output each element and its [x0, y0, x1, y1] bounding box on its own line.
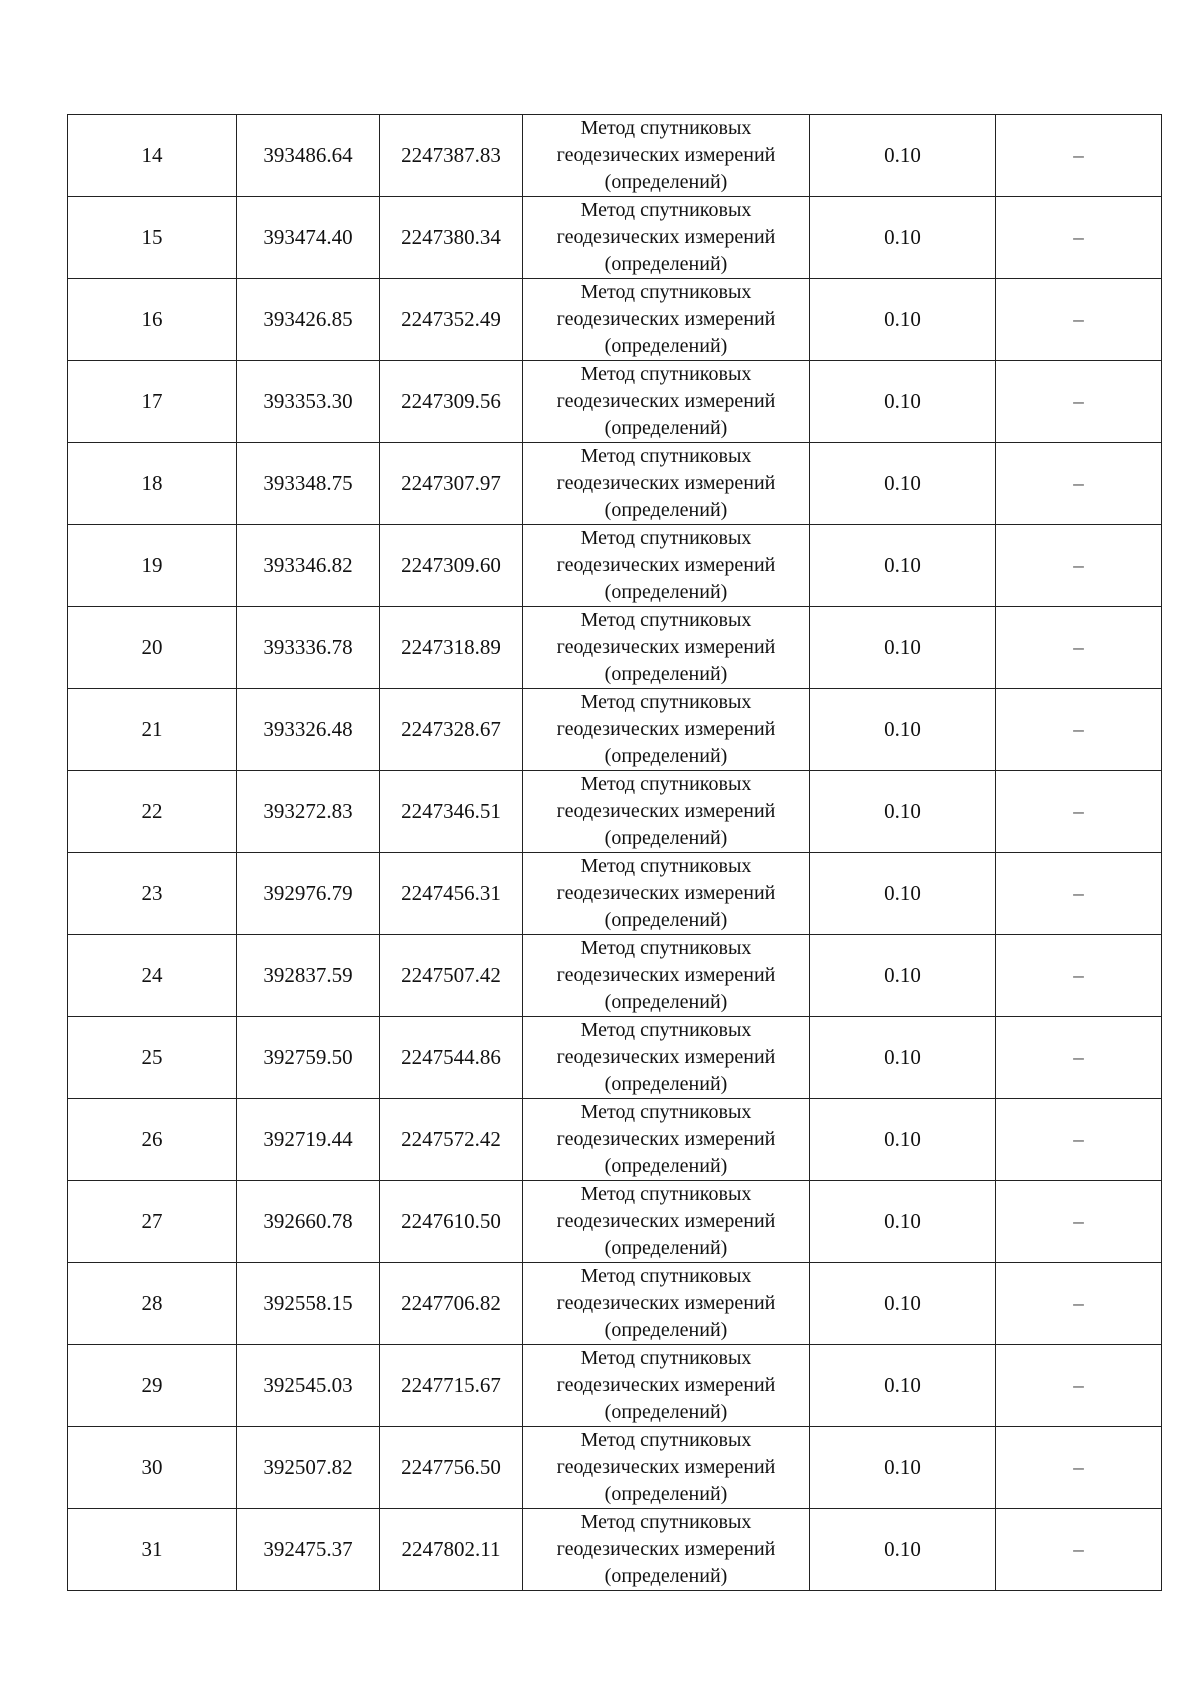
note-cell-text: – [1073, 963, 1084, 987]
note-cell-text: – [1073, 1455, 1084, 1479]
point-number-cell [68, 935, 237, 1017]
method-cell-text: Метод спутниковых геодезических измерений (определений) [556, 445, 776, 521]
coordinate-y-cell [380, 1181, 523, 1263]
table-row [68, 1509, 1162, 1591]
accuracy-cell-text: 0.10 [884, 471, 921, 495]
method-cell [523, 197, 810, 279]
note-cell-text: – [1073, 389, 1084, 413]
coordinate-x-cell [237, 197, 380, 279]
accuracy-cell [810, 1509, 996, 1591]
coordinate-y-cell [380, 443, 523, 525]
coordinate-x-cell [237, 1509, 380, 1591]
method-cell-text: Метод спутниковых геодезических измерений (определений) [556, 1347, 776, 1423]
coordinate-x-cell-text: 393486.64 [263, 143, 353, 167]
coordinate-y-cell [380, 771, 523, 853]
method-cell-text: Метод спутниковых геодезических измерений (определений) [556, 363, 776, 439]
accuracy-cell [810, 689, 996, 771]
point-number-cell-text: 23 [141, 881, 163, 905]
coordinate-y-cell [380, 1345, 523, 1427]
coordinate-x-cell [237, 443, 380, 525]
point-number-cell [68, 1509, 237, 1591]
coordinate-x-cell [237, 935, 380, 1017]
accuracy-cell [810, 771, 996, 853]
coordinate-x-cell-text: 392475.37 [263, 1537, 353, 1561]
coordinate-y-cell-text: 2247328.67 [401, 717, 501, 741]
point-number-cell-text: 20 [141, 635, 163, 659]
coordinate-y-cell [380, 1099, 523, 1181]
note-cell [996, 115, 1162, 197]
method-cell-text: Метод спутниковых геодезических измерений (определений) [556, 1019, 776, 1095]
method-cell [523, 607, 810, 689]
accuracy-cell [810, 1017, 996, 1099]
table-row [68, 1263, 1162, 1345]
point-number-cell-text: 15 [141, 225, 163, 249]
coordinate-x-cell-text: 393272.83 [263, 799, 353, 823]
coordinate-y-cell [380, 689, 523, 771]
table-row [68, 1345, 1162, 1427]
accuracy-cell-text: 0.10 [884, 1127, 921, 1151]
accuracy-cell [810, 1263, 996, 1345]
coordinates-table [67, 114, 1162, 1591]
table-row [68, 443, 1162, 525]
coordinate-x-cell [237, 689, 380, 771]
table-row [68, 935, 1162, 1017]
accuracy-cell [810, 1099, 996, 1181]
note-cell [996, 361, 1162, 443]
note-cell [996, 1017, 1162, 1099]
note-cell [996, 1263, 1162, 1345]
table-row [68, 689, 1162, 771]
note-cell [996, 525, 1162, 607]
method-cell-text: Метод спутниковых геодезических измерений (определений) [556, 855, 776, 931]
note-cell-text: – [1073, 553, 1084, 577]
accuracy-cell-text: 0.10 [884, 799, 921, 823]
accuracy-cell-text: 0.10 [884, 1455, 921, 1479]
accuracy-cell [810, 1181, 996, 1263]
table-row [68, 853, 1162, 935]
coordinate-x-cell [237, 1181, 380, 1263]
accuracy-cell [810, 361, 996, 443]
coordinate-y-cell-text: 2247387.83 [401, 143, 501, 167]
coordinate-y-cell [380, 853, 523, 935]
note-cell-text: – [1073, 799, 1084, 823]
coordinate-y-cell-text: 2247756.50 [401, 1455, 501, 1479]
coordinate-x-cell-text: 392507.82 [263, 1455, 353, 1479]
method-cell-text: Метод спутниковых геодезических измерений (определений) [556, 527, 776, 603]
method-cell [523, 1181, 810, 1263]
coordinate-y-cell [380, 1427, 523, 1509]
coordinate-x-cell [237, 1099, 380, 1181]
point-number-cell [68, 1427, 237, 1509]
point-number-cell [68, 279, 237, 361]
coordinate-x-cell-text: 392759.50 [263, 1045, 353, 1069]
coordinate-x-cell-text: 393336.78 [263, 635, 353, 659]
coordinate-y-cell [380, 1017, 523, 1099]
coordinate-y-cell-text: 2247507.42 [401, 963, 501, 987]
coordinate-x-cell [237, 525, 380, 607]
method-cell [523, 1509, 810, 1591]
coordinate-y-cell-text: 2247715.67 [401, 1373, 501, 1397]
note-cell [996, 1345, 1162, 1427]
coordinate-x-cell [237, 1263, 380, 1345]
note-cell [996, 1509, 1162, 1591]
method-cell-text: Метод спутниковых геодезических измерений (определений) [556, 1101, 776, 1177]
coordinate-y-cell-text: 2247346.51 [401, 799, 501, 823]
method-cell [523, 689, 810, 771]
coordinate-x-cell-text: 392545.03 [263, 1373, 353, 1397]
coordinate-x-cell [237, 607, 380, 689]
coordinate-x-cell [237, 361, 380, 443]
note-cell [996, 771, 1162, 853]
accuracy-cell-text: 0.10 [884, 389, 921, 413]
coordinate-y-cell [380, 525, 523, 607]
method-cell-text: Метод спутниковых геодезических измерений (определений) [556, 1265, 776, 1341]
method-cell [523, 853, 810, 935]
accuracy-cell-text: 0.10 [884, 1291, 921, 1315]
coordinate-y-cell [380, 361, 523, 443]
coordinate-x-cell-text: 392660.78 [263, 1209, 353, 1233]
point-number-cell-text: 25 [141, 1045, 163, 1069]
note-cell-text: – [1073, 1127, 1084, 1151]
coordinate-y-cell-text: 2247456.31 [401, 881, 501, 905]
accuracy-cell [810, 197, 996, 279]
table-row [68, 1099, 1162, 1181]
point-number-cell [68, 361, 237, 443]
accuracy-cell-text: 0.10 [884, 717, 921, 741]
point-number-cell [68, 607, 237, 689]
note-cell [996, 935, 1162, 1017]
table-row [68, 361, 1162, 443]
point-number-cell [68, 525, 237, 607]
note-cell-text: – [1073, 143, 1084, 167]
method-cell-text: Метод спутниковых геодезических измерений (определений) [556, 691, 776, 767]
note-cell [996, 1427, 1162, 1509]
accuracy-cell-text: 0.10 [884, 963, 921, 987]
point-number-cell [68, 771, 237, 853]
point-number-cell-text: 26 [141, 1127, 163, 1151]
point-number-cell [68, 197, 237, 279]
coordinate-x-cell-text: 393346.82 [263, 553, 353, 577]
point-number-cell-text: 30 [141, 1455, 163, 1479]
method-cell [523, 1427, 810, 1509]
coordinate-x-cell [237, 1427, 380, 1509]
coordinate-y-cell-text: 2247352.49 [401, 307, 501, 331]
accuracy-cell [810, 525, 996, 607]
coordinate-y-cell-text: 2247802.11 [401, 1537, 501, 1561]
note-cell [996, 1181, 1162, 1263]
accuracy-cell-text: 0.10 [884, 143, 921, 167]
note-cell-text: – [1073, 881, 1084, 905]
method-cell-text: Метод спутниковых геодезических измерений (определений) [556, 117, 776, 193]
accuracy-cell-text: 0.10 [884, 635, 921, 659]
point-number-cell [68, 443, 237, 525]
table-row [68, 1017, 1162, 1099]
table-row [68, 197, 1162, 279]
method-cell [523, 935, 810, 1017]
coordinate-y-cell [380, 1263, 523, 1345]
method-cell [523, 1099, 810, 1181]
note-cell-text: – [1073, 1045, 1084, 1069]
accuracy-cell [810, 279, 996, 361]
accuracy-cell [810, 935, 996, 1017]
coordinate-x-cell-text: 393326.48 [263, 717, 353, 741]
method-cell-text: Метод спутниковых геодезических измерений (определений) [556, 1429, 776, 1505]
point-number-cell-text: 29 [141, 1373, 163, 1397]
note-cell [996, 607, 1162, 689]
note-cell [996, 689, 1162, 771]
note-cell-text: – [1073, 1209, 1084, 1233]
method-cell-text: Метод спутниковых геодезических измерений (определений) [556, 937, 776, 1013]
note-cell-text: – [1073, 1537, 1084, 1561]
point-number-cell [68, 689, 237, 771]
coordinate-x-cell-text: 393353.30 [263, 389, 353, 413]
accuracy-cell [810, 853, 996, 935]
coordinates-table-body [68, 115, 1162, 1591]
method-cell [523, 1263, 810, 1345]
coordinate-y-cell-text: 2247309.56 [401, 389, 501, 413]
point-number-cell-text: 16 [141, 307, 163, 331]
method-cell-text: Метод спутниковых геодезических измерений (определений) [556, 609, 776, 685]
point-number-cell-text: 19 [141, 553, 163, 577]
point-number-cell [68, 1099, 237, 1181]
coordinate-y-cell [380, 1509, 523, 1591]
coordinate-y-cell-text: 2247318.89 [401, 635, 501, 659]
accuracy-cell-text: 0.10 [884, 1373, 921, 1397]
accuracy-cell [810, 115, 996, 197]
point-number-cell-text: 28 [141, 1291, 163, 1315]
point-number-cell-text: 18 [141, 471, 163, 495]
method-cell [523, 443, 810, 525]
point-number-cell [68, 1345, 237, 1427]
method-cell [523, 115, 810, 197]
accuracy-cell-text: 0.10 [884, 553, 921, 577]
method-cell [523, 1345, 810, 1427]
coordinate-y-cell-text: 2247309.60 [401, 553, 501, 577]
accuracy-cell-text: 0.10 [884, 225, 921, 249]
point-number-cell [68, 1181, 237, 1263]
method-cell-text: Метод спутниковых геодезических измерений (определений) [556, 281, 776, 357]
coordinate-y-cell-text: 2247706.82 [401, 1291, 501, 1315]
accuracy-cell-text: 0.10 [884, 307, 921, 331]
accuracy-cell-text: 0.10 [884, 881, 921, 905]
note-cell-text: – [1073, 225, 1084, 249]
coordinate-y-cell-text: 2247544.86 [401, 1045, 501, 1069]
method-cell-text: Метод спутниковых геодезических измерений (определений) [556, 773, 776, 849]
method-cell-text: Метод спутниковых геодезических измерений (определений) [556, 1183, 776, 1259]
note-cell-text: – [1073, 717, 1084, 741]
point-number-cell-text: 22 [141, 799, 163, 823]
accuracy-cell [810, 1345, 996, 1427]
table-row [68, 771, 1162, 853]
table-row [68, 607, 1162, 689]
accuracy-cell-text: 0.10 [884, 1045, 921, 1069]
method-cell [523, 279, 810, 361]
method-cell [523, 771, 810, 853]
note-cell [996, 197, 1162, 279]
coordinate-y-cell-text: 2247610.50 [401, 1209, 501, 1233]
table-row [68, 115, 1162, 197]
point-number-cell-text: 14 [141, 143, 163, 167]
method-cell [523, 361, 810, 443]
accuracy-cell-text: 0.10 [884, 1537, 921, 1561]
table-row [68, 279, 1162, 361]
coordinate-x-cell-text: 393348.75 [263, 471, 353, 495]
point-number-cell-text: 17 [141, 389, 163, 413]
coordinate-y-cell-text: 2247307.97 [401, 471, 501, 495]
point-number-cell [68, 853, 237, 935]
note-cell-text: – [1073, 635, 1084, 659]
coordinate-x-cell [237, 279, 380, 361]
method-cell [523, 525, 810, 607]
coordinate-x-cell [237, 771, 380, 853]
note-cell-text: – [1073, 1291, 1084, 1315]
coordinate-x-cell-text: 392719.44 [263, 1127, 353, 1151]
coordinate-x-cell-text: 392558.15 [263, 1291, 353, 1315]
note-cell [996, 443, 1162, 525]
note-cell [996, 1099, 1162, 1181]
coordinate-x-cell [237, 1345, 380, 1427]
coordinate-y-cell-text: 2247380.34 [401, 225, 501, 249]
note-cell [996, 853, 1162, 935]
accuracy-cell [810, 443, 996, 525]
accuracy-cell [810, 607, 996, 689]
table-row [68, 1181, 1162, 1263]
coordinate-x-cell-text: 393426.85 [263, 307, 353, 331]
table-row [68, 525, 1162, 607]
coordinate-y-cell [380, 607, 523, 689]
coordinate-x-cell [237, 115, 380, 197]
coordinate-x-cell-text: 392976.79 [263, 881, 353, 905]
coordinate-x-cell-text: 393474.40 [263, 225, 353, 249]
method-cell-text: Метод спутниковых геодезических измерений (определений) [556, 1511, 776, 1587]
coordinate-y-cell [380, 935, 523, 1017]
accuracy-cell [810, 1427, 996, 1509]
coordinate-x-cell [237, 853, 380, 935]
note-cell-text: – [1073, 1373, 1084, 1397]
note-cell-text: – [1073, 471, 1084, 495]
coordinate-y-cell [380, 115, 523, 197]
coordinate-y-cell [380, 279, 523, 361]
method-cell [523, 1017, 810, 1099]
coordinate-y-cell-text: 2247572.42 [401, 1127, 501, 1151]
coordinate-y-cell [380, 197, 523, 279]
point-number-cell-text: 27 [141, 1209, 163, 1233]
table-row [68, 1427, 1162, 1509]
method-cell-text: Метод спутниковых геодезических измерений (определений) [556, 199, 776, 275]
point-number-cell-text: 24 [141, 963, 163, 987]
accuracy-cell-text: 0.10 [884, 1209, 921, 1233]
note-cell-text: – [1073, 307, 1084, 331]
point-number-cell [68, 1263, 237, 1345]
point-number-cell-text: 31 [141, 1537, 163, 1561]
point-number-cell [68, 1017, 237, 1099]
point-number-cell-text: 21 [141, 717, 163, 741]
coordinate-x-cell [237, 1017, 380, 1099]
note-cell [996, 279, 1162, 361]
coordinate-x-cell-text: 392837.59 [263, 963, 353, 987]
point-number-cell [68, 115, 237, 197]
